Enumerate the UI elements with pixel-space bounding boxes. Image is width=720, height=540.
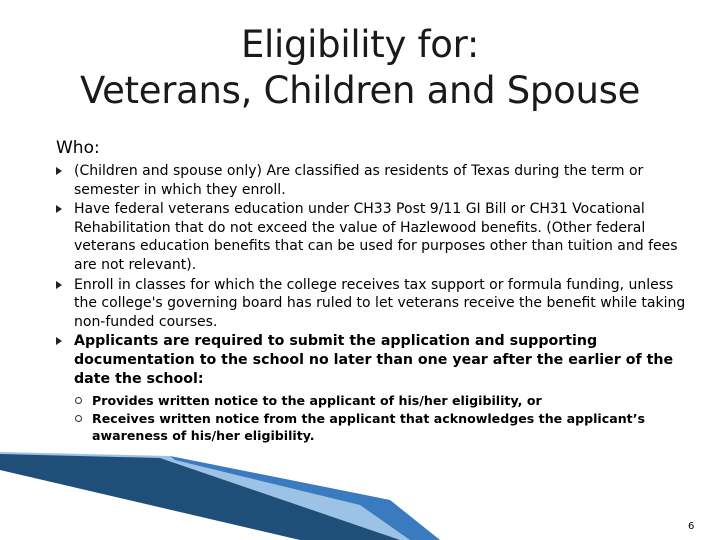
- bullet-text: Have federal veterans education under CH33 Post 9/11 GI Bill or CH31 Vocational Rehabilitation that do not exceed the value of Hazlewood benefits. (Other federal veterans education benefits that can be used for purposes other than tuition and fees are not relevant).: [74, 201, 678, 273]
- page-number: 6: [688, 521, 695, 532]
- bullet-text: Enroll in classes for which the college receives tax support or formula funding, unless the college's governing board has ruled to let veterans receive the benefit while taking non-funded courses.: [74, 276, 686, 330]
- bullet-text: Applicants are required to submit the application and supporting documentation to the school no later than one year after the earlier of the date the school:: [74, 333, 674, 388]
- sub-bullet-text: Provides written notice to the applicant of his/her eligibility, or: [92, 393, 542, 409]
- title-line-2: Veterans, Children and Spouse: [79, 69, 641, 112]
- bullet-text: (Children and spouse only) Are classified as residents of Texas during the term or semester in which they enroll.: [74, 163, 644, 198]
- title-line-1: Eligibility for:: [240, 23, 480, 66]
- who-label: Who:: [56, 138, 100, 158]
- sub-bullet-text: Receives written notice from the applicant that acknowledges the applicant’s awareness of his/her eligibility.: [92, 410, 645, 443]
